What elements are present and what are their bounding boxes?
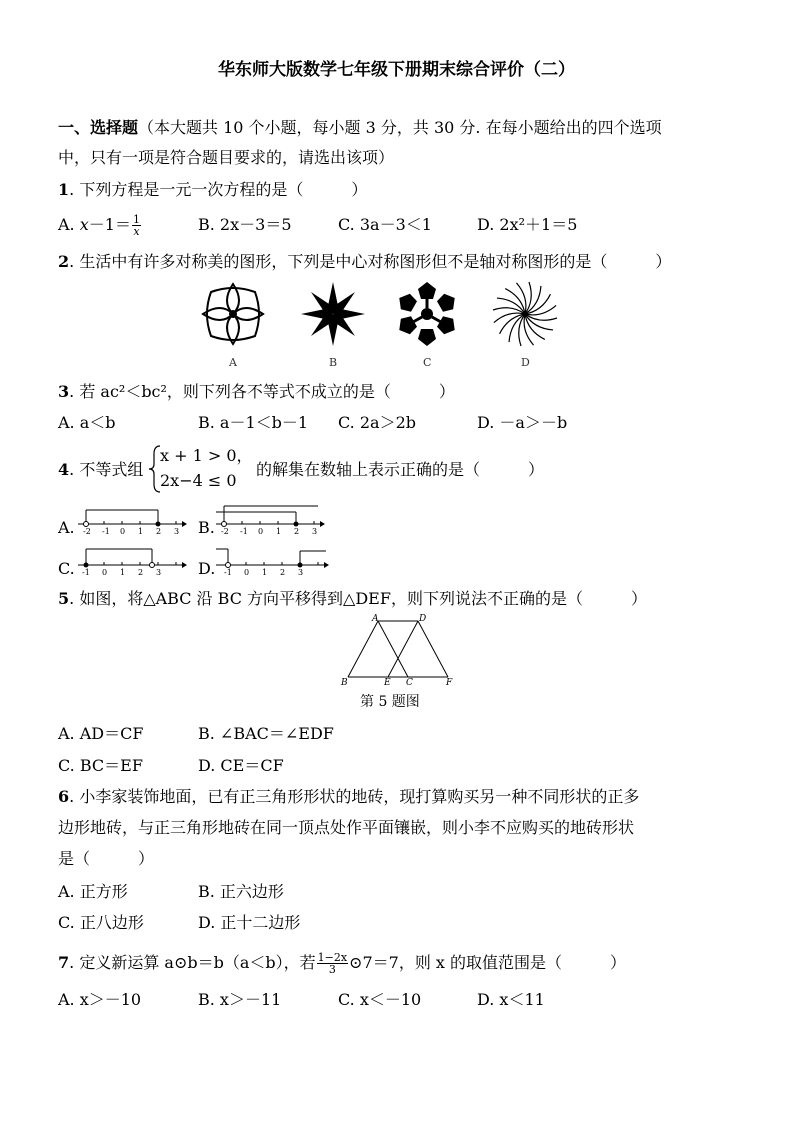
svg-text:-1: -1 xyxy=(240,527,248,536)
svg-text:0: 0 xyxy=(120,527,126,536)
question-4-stem-post: 的解集在数轴上表示正确的是（ ） xyxy=(256,460,545,479)
q7-option-d: D. x＜11 xyxy=(477,990,545,1009)
figure-caption: 第 5 题图 xyxy=(360,694,420,710)
q6-option-d: D. 正十二边形 xyxy=(198,913,301,932)
symmetry-figures xyxy=(195,278,585,368)
figure-label-a: A xyxy=(229,356,237,368)
point-label: C xyxy=(406,678,413,687)
point-label: D xyxy=(419,614,427,624)
question-3 xyxy=(58,381,455,403)
q1-option-a: A. x－1＝ $\frac{1}{x}$ xyxy=(58,213,140,238)
question-stem: . 生活中有许多对称美的图形，下列是中心对称图形但不是轴对称图形的是（ ） xyxy=(69,252,672,271)
fraction: $\frac{1-2x}{3}$ xyxy=(317,951,348,976)
svg-text:3: 3 xyxy=(156,568,162,577)
question-stem: . 若 ac²＜bc²，则下列各不等式不成立的是（ ） xyxy=(69,382,455,401)
svg-text:1: 1 xyxy=(120,568,126,577)
figure-label-d: D xyxy=(521,356,530,368)
q3-option-a: A. a＜b xyxy=(58,413,116,432)
question-1 xyxy=(58,179,367,201)
svg-text:3: 3 xyxy=(298,568,304,577)
q7-option-a: A. x＞－10 xyxy=(58,990,142,1009)
number-line-d xyxy=(214,543,332,577)
svg-text:1: 1 xyxy=(138,527,144,536)
q4-option-c: C. xyxy=(58,559,75,578)
q3-option-b: B. a－1＜b－1 xyxy=(198,413,309,432)
point-label: F xyxy=(446,678,453,687)
q4-option-b: B. xyxy=(198,518,215,537)
figure-b xyxy=(301,282,365,346)
svg-text:2: 2 xyxy=(280,568,286,577)
figure-label-c: C xyxy=(423,356,432,368)
q1-option-d: D. 2x²＋1＝5 xyxy=(477,215,578,234)
svg-text:2: 2 xyxy=(156,527,162,536)
q6-option-c: C. 正八边形 xyxy=(58,913,144,932)
question-6-line2: 边形地砖，与正三角形地砖在同一顶点处作平面镶嵌，则小李不应购买的地砖形状 xyxy=(58,818,635,837)
svg-text:-1: -1 xyxy=(102,527,110,536)
system-line-2: 2x−4 ≤ 0 xyxy=(160,471,237,490)
q6-option-a: A. 正方形 xyxy=(58,882,128,901)
question-6 xyxy=(58,786,639,808)
svg-text:0: 0 xyxy=(244,568,250,577)
figure-c xyxy=(395,282,459,346)
svg-text:1: 1 xyxy=(276,527,282,536)
question-stem-pre: . 定义新运算 a⊙b＝b（a＜b），若 xyxy=(69,953,316,972)
section-header xyxy=(58,117,662,139)
question-number: 7 xyxy=(58,953,70,972)
figure-label-b: B xyxy=(329,356,338,368)
question-4-prefix xyxy=(58,459,143,481)
q3-option-c: C. 2a＞2b xyxy=(338,413,416,432)
question-number: 6 xyxy=(58,787,70,806)
system-line-1: x + 1 > 0， xyxy=(160,446,253,465)
q3-option-d: D. －a＞－b xyxy=(477,413,568,432)
fraction: $\frac{1}{x}$ xyxy=(132,213,140,238)
q5-option-a: A. AD＝CF xyxy=(58,724,144,743)
svg-text:-1: -1 xyxy=(82,568,90,577)
question-number: 5 xyxy=(58,589,70,608)
svg-text:0: 0 xyxy=(102,568,108,577)
question-2 xyxy=(58,251,671,273)
svg-text:-1: -1 xyxy=(224,568,232,577)
question-stem-post: ⊙7＝7，则 x 的取值范围是（ ） xyxy=(349,953,627,972)
svg-text:2: 2 xyxy=(294,527,300,536)
q7-option-b: B. x＞－11 xyxy=(198,990,282,1009)
question-stem-pre: . 不等式组 xyxy=(69,460,144,479)
question-6-line3: 是（ ） xyxy=(58,849,155,868)
q6-option-b: B. 正六边形 xyxy=(198,882,284,901)
svg-text:3: 3 xyxy=(312,527,318,536)
number-line-a xyxy=(76,502,188,536)
question-number: 2 xyxy=(58,252,70,271)
figure-a xyxy=(203,284,263,344)
q5-option-d: D. CE＝CF xyxy=(198,756,284,775)
q4-option-a: A. xyxy=(58,518,75,537)
svg-text:2: 2 xyxy=(138,568,144,577)
question-stem-line1: . 小李家装饰地面，已有正三角形形状的地砖，现打算购买另一种不同形状的正多 xyxy=(69,787,640,806)
section-desc-line1: （本大题共 10 个小题，每小题 3 分，共 30 分. 在每小题给出的四个选项 xyxy=(138,118,662,137)
svg-text:-2: -2 xyxy=(221,527,229,536)
point-label: A xyxy=(372,614,379,624)
question-number: 3 xyxy=(58,382,70,401)
question-7 xyxy=(58,952,626,975)
question-5 xyxy=(58,588,647,610)
translation-figure xyxy=(338,613,458,687)
question-stem: . 如图，将△ABC 沿 BC 方向平移得到△DEF，则下列说法不正确的是（ ） xyxy=(69,589,647,608)
number-line-b xyxy=(214,502,326,536)
section-heading: 一、选择题 xyxy=(58,118,139,137)
svg-text:3: 3 xyxy=(174,527,180,536)
q1-option-b: B. 2x－3＝5 xyxy=(198,215,292,234)
q5-option-b: B. ∠BAC＝∠EDF xyxy=(198,724,334,743)
question-number: 4 xyxy=(58,460,70,479)
number-line-c xyxy=(76,543,188,577)
figure-d xyxy=(493,282,557,346)
page-title: 华东师大版数学七年级下册期末综合评价（二） xyxy=(218,60,575,80)
svg-text:0: 0 xyxy=(258,527,264,536)
point-label: E xyxy=(384,678,391,687)
point-label: B xyxy=(341,678,348,687)
question-number: 1 xyxy=(58,180,70,199)
svg-text:1: 1 xyxy=(262,568,268,577)
question-stem: . 下列方程是一元一次方程的是（ ） xyxy=(69,180,368,199)
q5-option-c: C. BC＝EF xyxy=(58,756,143,775)
q7-option-c: C. x＜－10 xyxy=(338,990,422,1009)
section-desc-line2: 中，只有一项是符合题目要求的，请选出该项） xyxy=(58,148,395,167)
q4-option-d: D. xyxy=(198,559,216,578)
q1-option-c: C. 3a－3＜1 xyxy=(338,215,432,234)
svg-text:-2: -2 xyxy=(83,527,91,536)
